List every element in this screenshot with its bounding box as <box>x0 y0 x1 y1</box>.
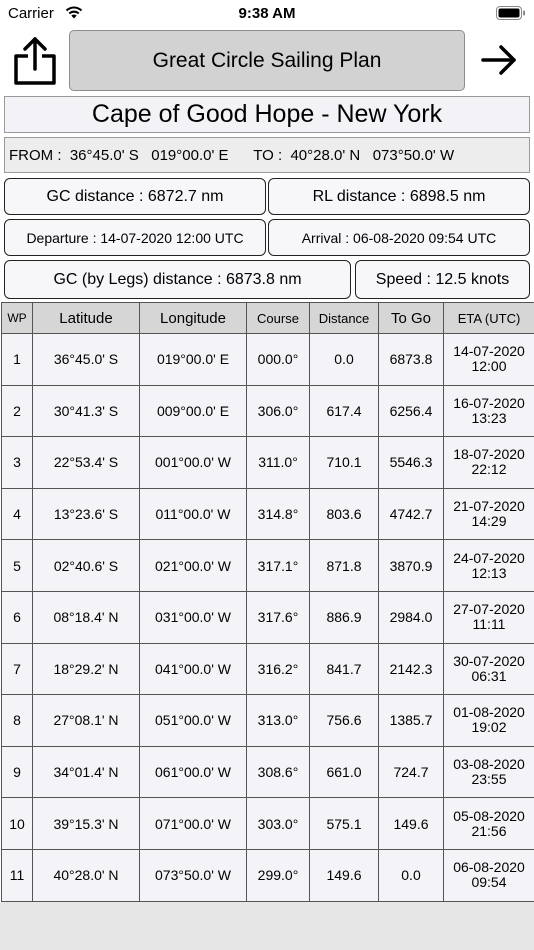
eta-date: 24-07-2020 <box>453 549 525 566</box>
eta-time: 13:23 <box>471 409 507 426</box>
speed-field[interactable]: Speed : 12.5 knots <box>355 260 530 299</box>
cell-latitude: 02°40.6' S <box>33 540 140 592</box>
table-row[interactable] <box>2 849 534 901</box>
table-row[interactable] <box>2 643 534 695</box>
cell-wp: 7 <box>2 643 33 695</box>
header-longitude: Longitude <box>140 303 247 334</box>
clock-label: 9:38 AM <box>238 5 296 22</box>
battery-icon <box>496 6 526 25</box>
cell-latitude: 27°08.1' N <box>33 695 140 747</box>
eta-time: 14:29 <box>471 513 507 530</box>
cell-eta <box>444 488 534 540</box>
table-row[interactable] <box>2 385 534 437</box>
eta-time: 11:11 <box>472 616 506 633</box>
eta-time: 06:31 <box>471 667 507 684</box>
cell-longitude: 071°00.0' W <box>140 798 247 850</box>
cell-course: 317.1° <box>247 540 310 592</box>
eta-date: 03-08-2020 <box>453 756 525 773</box>
cell-distance: 661.0 <box>310 746 379 798</box>
route-title: Cape of Good Hope - New York <box>4 96 530 133</box>
cell-longitude: 041°00.0' W <box>140 643 247 695</box>
cell-wp: 9 <box>2 746 33 798</box>
cell-longitude: 051°00.0' W <box>140 695 247 747</box>
cell-to-go: 6256.4 <box>379 385 444 437</box>
cell-latitude: 40°28.0' N <box>33 849 140 901</box>
cell-distance: 803.6 <box>310 488 379 540</box>
table-row[interactable] <box>2 746 534 798</box>
cell-course: 314.8° <box>247 488 310 540</box>
table-row[interactable] <box>2 591 534 643</box>
cell-latitude: 36°45.0' S <box>33 334 140 386</box>
cell-eta <box>444 385 534 437</box>
eta-time: 23:55 <box>471 771 507 788</box>
cell-eta <box>444 643 534 695</box>
cell-distance: 756.6 <box>310 695 379 747</box>
cell-distance: 617.4 <box>310 385 379 437</box>
cell-distance: 871.8 <box>310 540 379 592</box>
eta-time: 09:54 <box>471 874 507 891</box>
cell-longitude: 021°00.0' W <box>140 540 247 592</box>
cell-wp: 1 <box>2 334 33 386</box>
cell-to-go: 3870.9 <box>379 540 444 592</box>
plan-title-button[interactable]: Great Circle Sailing Plan <box>69 30 465 91</box>
cell-distance: 149.6 <box>310 849 379 901</box>
eta-date: 18-07-2020 <box>453 446 525 463</box>
cell-distance: 710.1 <box>310 437 379 489</box>
cell-wp: 2 <box>2 385 33 437</box>
cell-to-go: 5546.3 <box>379 437 444 489</box>
arrival-time: Arrival : 06-08-2020 09:54 UTC <box>268 219 530 256</box>
cell-longitude: 009°00.0' E <box>140 385 247 437</box>
cell-eta <box>444 798 534 850</box>
eta-date: 05-08-2020 <box>453 807 525 824</box>
table-row[interactable] <box>2 488 534 540</box>
eta-time: 22:12 <box>471 461 507 478</box>
cell-eta <box>444 849 534 901</box>
header-latitude: Latitude <box>33 303 140 334</box>
cell-eta <box>444 746 534 798</box>
eta-date: 21-07-2020 <box>453 498 525 515</box>
cell-distance: 0.0 <box>310 334 379 386</box>
cell-distance: 575.1 <box>310 798 379 850</box>
cell-latitude: 18°29.2' N <box>33 643 140 695</box>
cell-longitude: 031°00.0' W <box>140 591 247 643</box>
carrier-label: Carrier <box>8 5 54 22</box>
eta-time: 12:13 <box>471 564 507 581</box>
departure-time[interactable]: Departure : 14-07-2020 12:00 UTC <box>4 219 266 256</box>
cell-distance: 841.7 <box>310 643 379 695</box>
cell-to-go: 1385.7 <box>379 695 444 747</box>
arrow-right-icon[interactable] <box>480 44 518 76</box>
waypoint-rows <box>2 334 534 902</box>
from-to-positions: FROM : 36°45.0' S 019°00.0' E TO : 40°28.0' N 073°50.0' W <box>4 137 530 173</box>
cell-wp: 6 <box>2 591 33 643</box>
gc-distance: GC distance : 6872.7 nm <box>4 178 266 215</box>
eta-date: 30-07-2020 <box>453 652 525 669</box>
cell-course: 313.0° <box>247 695 310 747</box>
table-row[interactable] <box>2 540 534 592</box>
status-bar <box>0 0 534 28</box>
cell-latitude: 39°15.3' N <box>33 798 140 850</box>
cell-latitude: 22°53.4' S <box>33 437 140 489</box>
cell-longitude: 001°00.0' W <box>140 437 247 489</box>
table-header-row <box>2 303 534 334</box>
table-row[interactable] <box>2 334 534 386</box>
cell-longitude: 073°50.0' W <box>140 849 247 901</box>
cell-wp: 4 <box>2 488 33 540</box>
gc-legs-distance: GC (by Legs) distance : 6873.8 nm <box>4 260 351 299</box>
table-row[interactable] <box>2 437 534 489</box>
cell-course: 299.0° <box>247 849 310 901</box>
header-wp: WP <box>2 303 33 334</box>
cell-eta <box>444 540 534 592</box>
cell-wp: 5 <box>2 540 33 592</box>
cell-course: 308.6° <box>247 746 310 798</box>
cell-to-go: 6873.8 <box>379 334 444 386</box>
cell-to-go: 2984.0 <box>379 591 444 643</box>
cell-longitude: 019°00.0' E <box>140 334 247 386</box>
waypoint-table <box>1 302 534 902</box>
share-icon[interactable] <box>12 36 58 86</box>
cell-eta <box>444 437 534 489</box>
eta-date: 01-08-2020 <box>453 704 525 721</box>
cell-course: 316.2° <box>247 643 310 695</box>
cell-wp: 3 <box>2 437 33 489</box>
cell-latitude: 13°23.6' S <box>33 488 140 540</box>
cell-eta <box>444 591 534 643</box>
eta-date: 14-07-2020 <box>453 343 525 360</box>
cell-course: 303.0° <box>247 798 310 850</box>
rl-distance: RL distance : 6898.5 nm <box>268 178 530 215</box>
eta-time: 21:56 <box>471 822 507 839</box>
cell-to-go: 724.7 <box>379 746 444 798</box>
cell-course: 306.0° <box>247 385 310 437</box>
header-course: Course <box>247 303 310 334</box>
cell-latitude: 30°41.3' S <box>33 385 140 437</box>
table-row[interactable] <box>2 695 534 747</box>
eta-date: 27-07-2020 <box>453 601 525 618</box>
cell-wp: 8 <box>2 695 33 747</box>
cell-course: 311.0° <box>247 437 310 489</box>
cell-to-go: 4742.7 <box>379 488 444 540</box>
cell-wp: 10 <box>2 798 33 850</box>
cell-to-go: 2142.3 <box>379 643 444 695</box>
cell-course: 000.0° <box>247 334 310 386</box>
cell-latitude: 34°01.4' N <box>33 746 140 798</box>
header-eta: ETA (UTC) <box>444 303 534 334</box>
eta-date: 16-07-2020 <box>453 394 525 411</box>
cell-course: 317.6° <box>247 591 310 643</box>
cell-latitude: 08°18.4' N <box>33 591 140 643</box>
cell-longitude: 061°00.0' W <box>140 746 247 798</box>
eta-date: 06-08-2020 <box>453 859 525 876</box>
cell-wp: 11 <box>2 849 33 901</box>
header-distance: Distance <box>310 303 379 334</box>
eta-time: 12:00 <box>471 358 507 375</box>
header-to-go: To Go <box>379 303 444 334</box>
cell-longitude: 011°00.0' W <box>140 488 247 540</box>
cell-distance: 886.9 <box>310 591 379 643</box>
cell-eta <box>444 334 534 386</box>
eta-time: 19:02 <box>471 719 507 736</box>
cell-to-go: 0.0 <box>379 849 444 901</box>
cell-eta <box>444 695 534 747</box>
cell-to-go: 149.6 <box>379 798 444 850</box>
table-row[interactable] <box>2 798 534 850</box>
